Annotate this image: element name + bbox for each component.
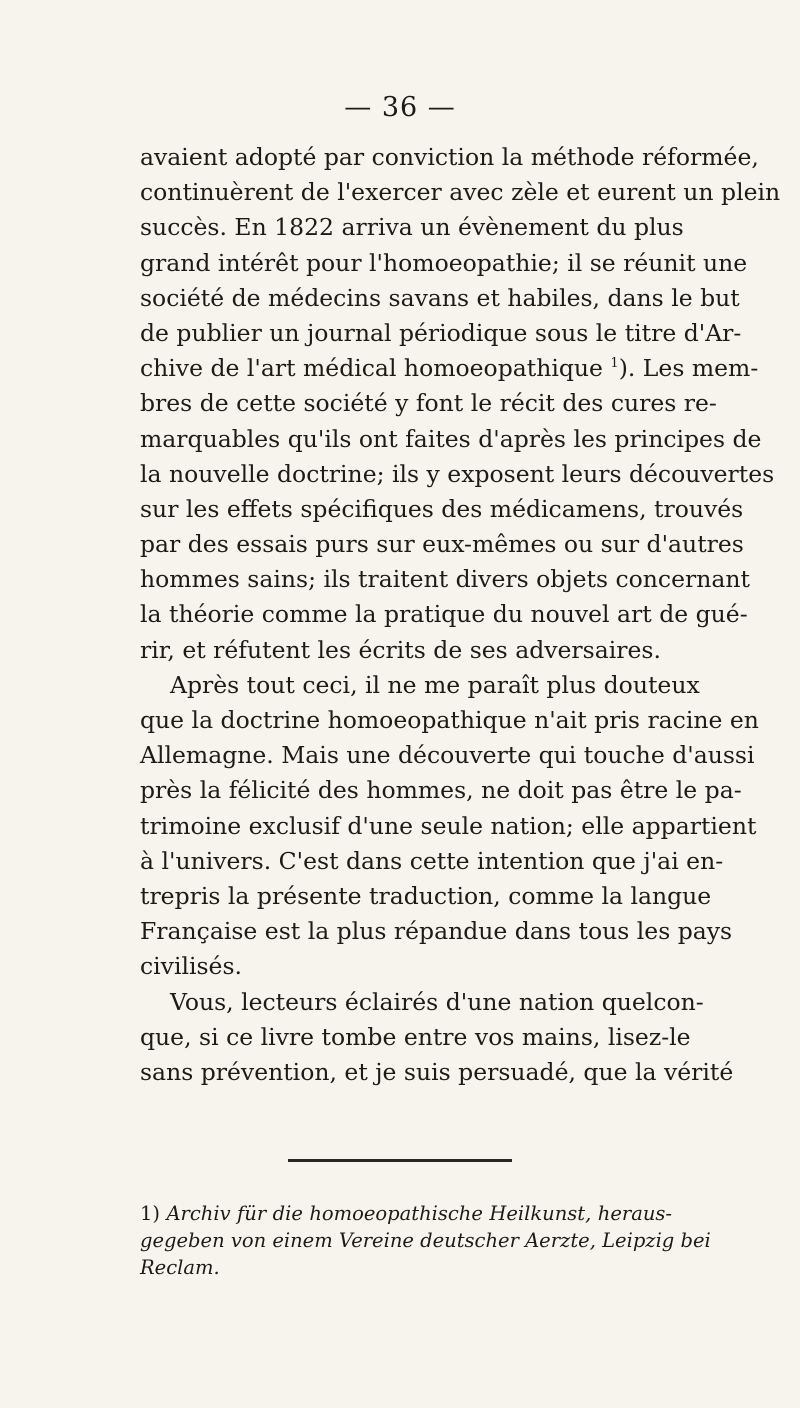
text-line: Française est la plus répandue dans tous les pays (140, 917, 733, 946)
text-line: que, si ce livre tombe entre vos mains, lisez-le (140, 1022, 691, 1051)
text-segment: chive de l'art médical homoeopathique (140, 354, 603, 383)
text-line: trepris la présente traduction, comme la langue (140, 881, 712, 910)
footnote-reference: 1 (610, 356, 619, 372)
footnote (140, 1200, 711, 1281)
text-line: succès. En 1822 arriva un évènement du plus (140, 213, 684, 242)
text-line: que la doctrine homoeopathique n'ait pris racine en (140, 706, 759, 734)
text-line: à l'univers. C'est dans cette intention que j'ai en- (140, 846, 724, 875)
text-line: sans prévention, et je suis persuadé, que la vérité (140, 1057, 734, 1086)
text-line: Vous, lecteurs éclairés d'une nation quelcon- (170, 987, 704, 1016)
body-text (140, 140, 781, 1090)
footnote-divider (288, 1159, 512, 1162)
text-line: avaient adopté par conviction la méthode réformée, (140, 143, 759, 171)
page-number: — 36 — (344, 92, 456, 123)
footnote-line: gegeben von einem Vereine deutscher Aerzte, Leipzig bei (140, 1229, 711, 1252)
text-line: Après tout ceci, il ne me paraît plus douteux (170, 670, 700, 699)
footnote-line: Reclam. (140, 1256, 220, 1279)
text-line: sur les effets spécifiques des médicamens, trouvés (140, 494, 744, 523)
text-line: la nouvelle doctrine; ils y exposent leurs découvertes (140, 459, 775, 488)
text-line: la théorie comme la pratique du nouvel art de gué- (140, 600, 748, 629)
text-line: Allemagne. Mais une découverte qui touche d'aussi (140, 741, 755, 770)
footnote-text: Archiv für die homoeopathische Heilkunst, heraus- (166, 1202, 672, 1225)
text-line: marquables qu'ils ont faites d'après les principes de (140, 424, 762, 453)
text-line: grand intérêt pour l'homoeopathie; il se réunit une (140, 248, 748, 277)
text-line: trimoine exclusif d'une seule nation; elle appartient (140, 811, 757, 840)
text-line: par des essais purs sur eux-mêmes ou sur d'autres (140, 530, 744, 559)
text-line: près la félicité des hommes, ne doit pas être le pa- (140, 776, 742, 805)
text-line: continuèrent de l'exercer avec zèle et eurent un plein (140, 178, 781, 207)
text-line: hommes sains; ils traitent divers objets concernant (140, 565, 750, 594)
footnote-line (140, 1200, 672, 1227)
footnote-number: 1) (140, 1202, 161, 1225)
text-segment: ). Les mem- (618, 354, 759, 383)
text-line: société de médecins savans et habiles, dans le but (140, 283, 740, 312)
text-line: rir, et réfutent les écrits de ses adversaires. (140, 635, 661, 664)
text-line-with-footnote-ref (140, 351, 759, 386)
text-line: de publier un journal périodique sous le titre d'Ar- (140, 318, 742, 347)
text-line: civilisés. (140, 952, 242, 981)
text-line: bres de cette société y font le récit des cures re- (140, 389, 717, 418)
